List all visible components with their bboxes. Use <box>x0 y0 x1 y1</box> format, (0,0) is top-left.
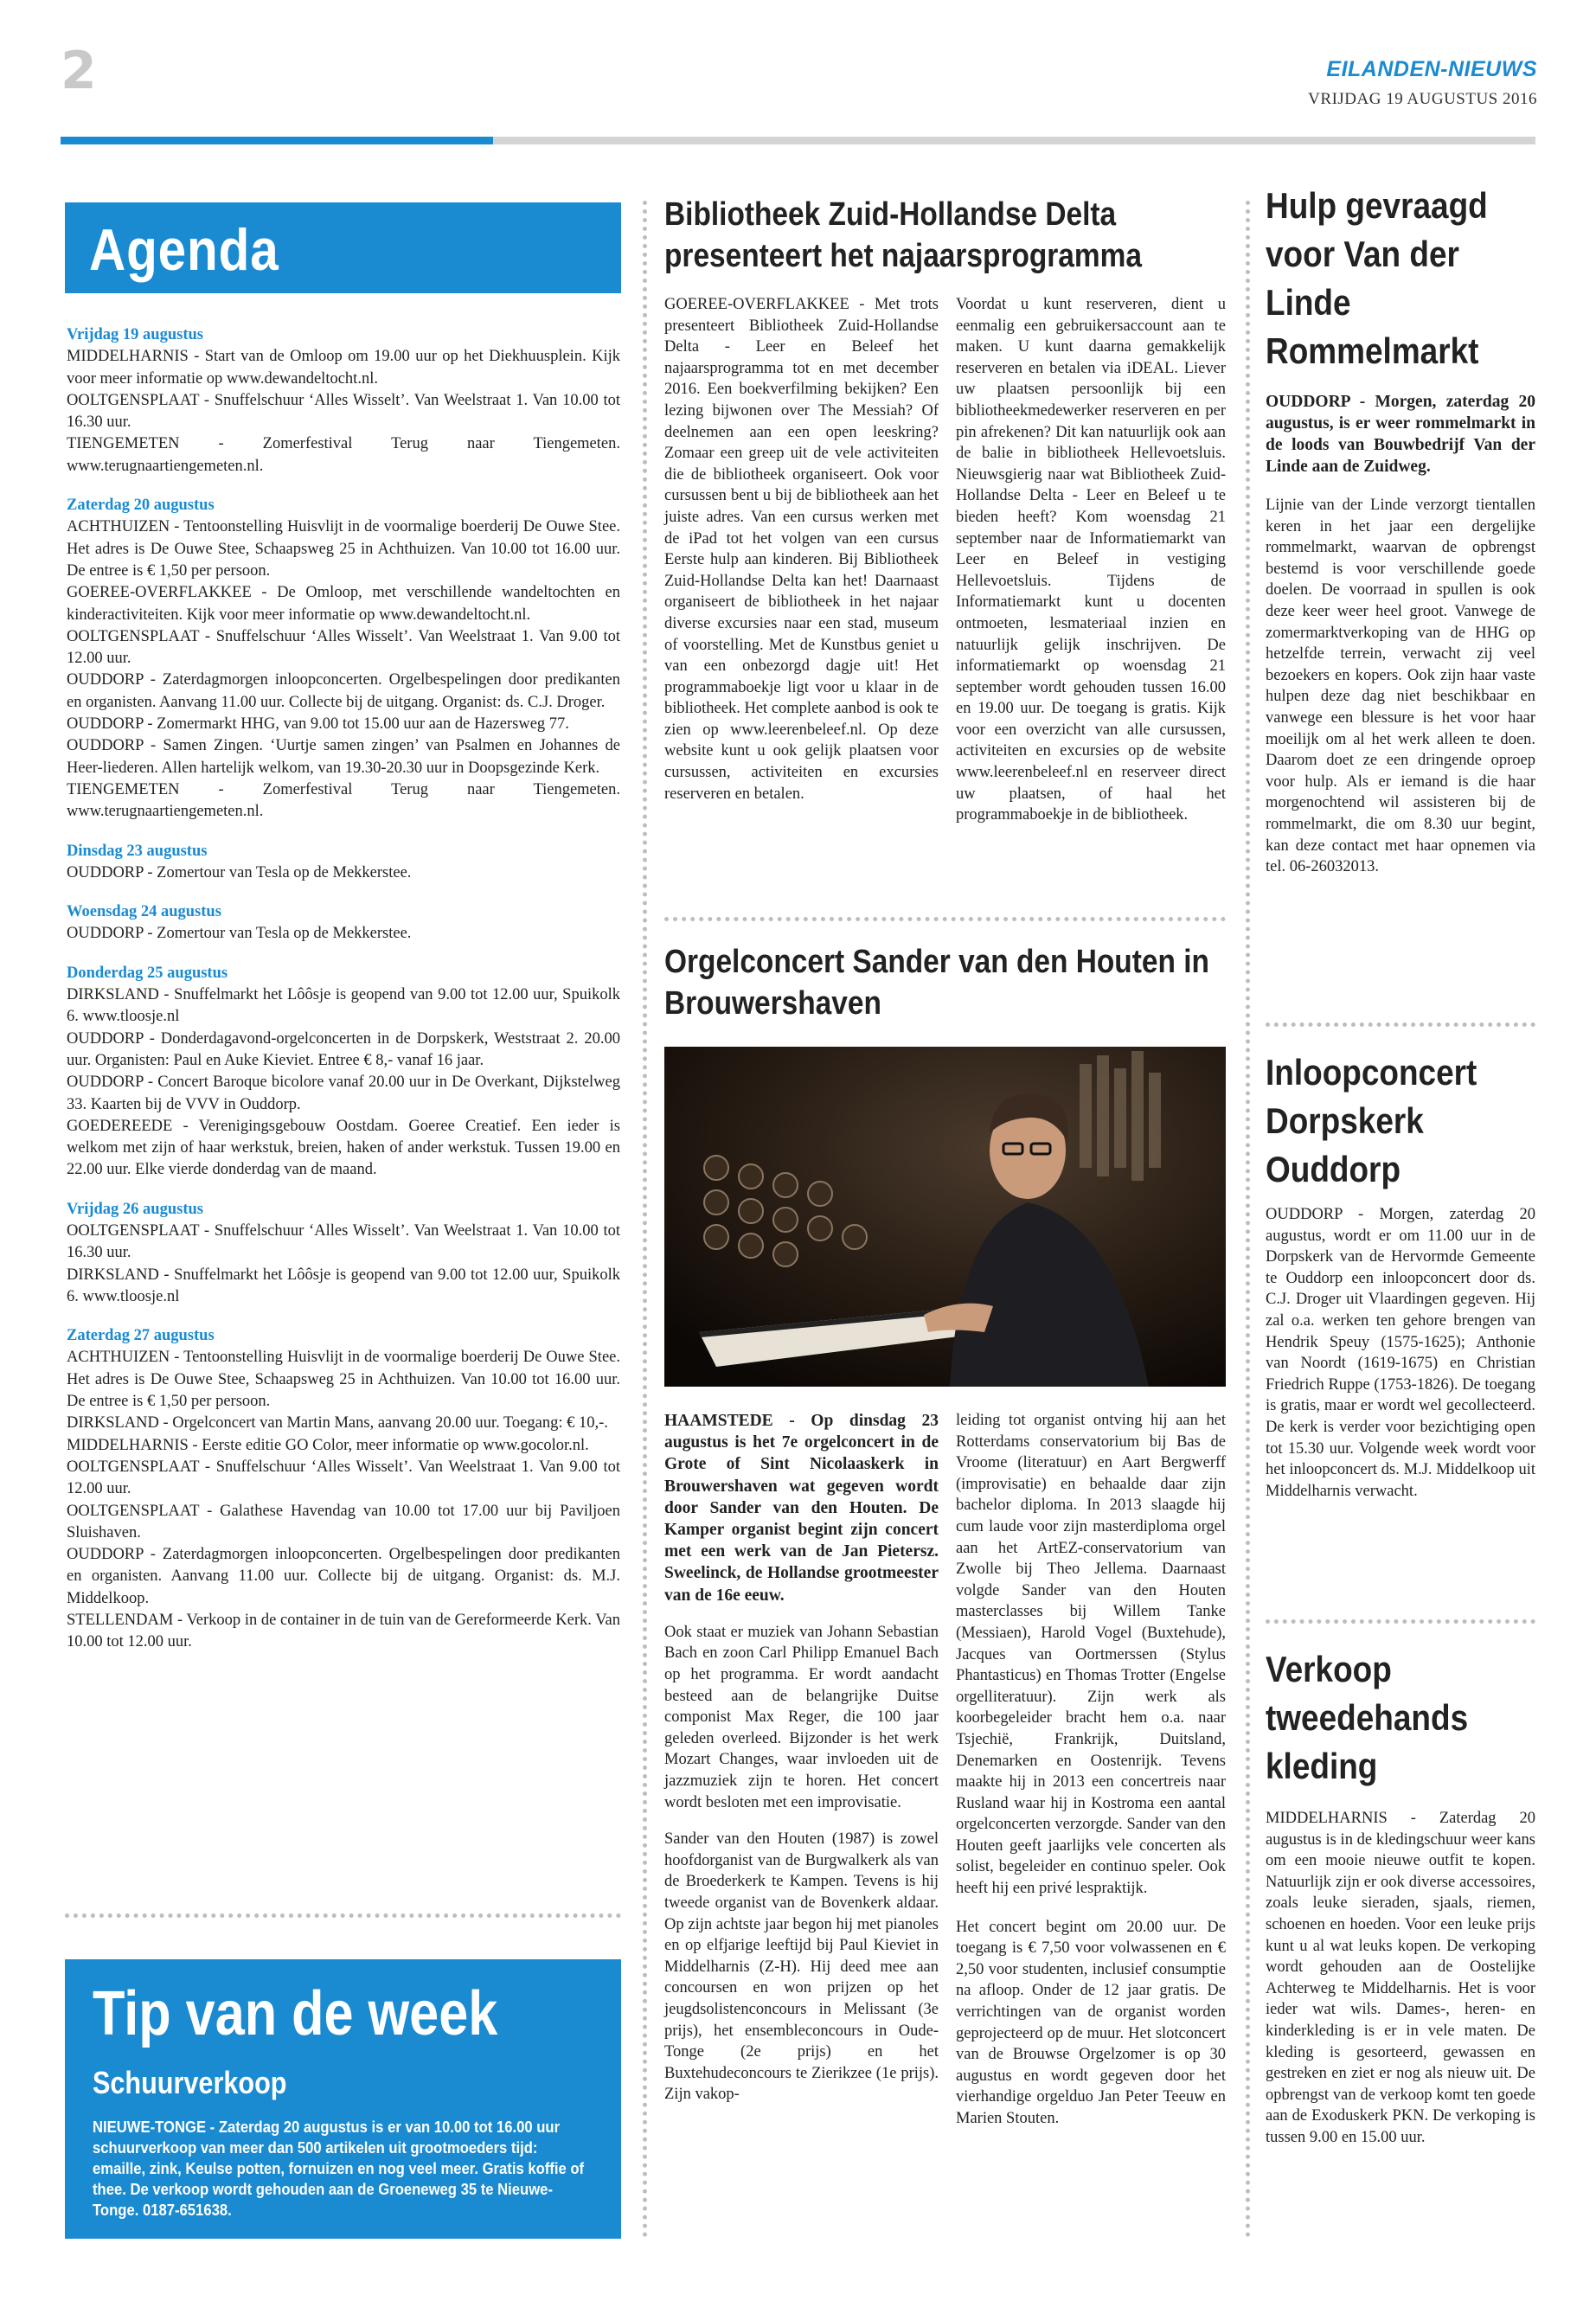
section-divider <box>1266 1619 1535 1624</box>
organist-photo <box>664 1047 1226 1387</box>
article-headline: Bibliotheek Zuid-Hollandse Delta presenteert het najaarsprogramma <box>664 196 1142 274</box>
agenda-event: MIDDELHARNIS - Start van de Omloop om 19.00 uur op het Diekhuusplein. Kijk voor meer informatie op www.dewandeltocht.nl. <box>67 348 620 388</box>
agenda-event: GOEREE-OVERFLAKKEE - De Omloop, met verschillende wandeltochten en kinderactiviteiten. Kijk voor meer informatie op www.dewandeltocht.nl. <box>67 584 620 624</box>
column-divider <box>1246 201 1250 2239</box>
page-number: 2 <box>61 41 97 101</box>
agenda-day: Vrijdag 26 augustus <box>67 1200 203 1218</box>
agenda-event: OOLTGENSPLAAT - Snuffelschuur ‘Alles Wisselt’. Van Weelstraat 1. Van 9.00 tot 12.00 uur. <box>67 1458 620 1498</box>
agenda-day: Zaterdag 27 augustus <box>67 1327 215 1345</box>
article-paragraph: Sander van den Houten (1987) is zowel hoofdorganist van de Burgwalkerk als van de Broederkerk te Kampen. Tevens is hij tweede organist van de Bovenkerk aldaar. Op zijn achtste jaar begon hij met pianoles en op elfjarige leeftijd bij Paul Kieviet in Middelharnis (Z-H). Hij deed mee aan concoursen en won prijzen op het jeugdsolistenconcours in Melissant (3e prijs), het ensembleconcours in Oude-Tonge (2e prijs) en het Buxtehudeconcours te Zierikzee (1e prijs). Zijn vakop- <box>664 1830 939 2104</box>
agenda-event: TIENGEMETEN - Zomerfestival Terug naar Tiengemeten. www.terugnaartiengemeten.nl. <box>67 435 620 475</box>
article-body <box>956 1410 1226 2130</box>
article-paragraph: Lijnie van der Linde verzorgt tientallen keren in het jaar een dergelijke rommelmarkt, waarvan de opbrengst bestemd is voor verschillende goede doelen. De voorraad in spullen is ook deze keer weer heel groot. Vanwege de zomermarktverkoping van de HHG op hetzelfde terrein, verwacht zij veel bezoekers en kopers. Ook zijn haar vaste hulpen deze dag niet beschikbaar en vanwege een blessure is het voor haar moeilijk om al het werk alleen te doen. Daarom doet ze een dringende oproep voor hulp. Als er iemand is die haar morgenochtend wil assisteren bij de rommelmarkt, die om 8.30 uur begint, kan deze contact met haar opnemen via tel. 06-26032013. <box>1266 497 1535 876</box>
article-paragraph: leiding tot organist ontving hij aan het Rotterdams conservatorium bij Bas de Vroome (literatuur) en Aart Bergwerff (improvisatie) en behaalde daar zijn bachelor diploma. In 2013 slaagde hij cum laude voor zijn masterdiploma orgel aan het ArtEZ-conservatorium van Zwolle bij Theo Jellema. Daarnaast volgde Sander van den Houten masterclasses bij Willem Tanke (Messiaen), Harold Vogel (Buxtehude), Jacques van Oortmerssen (Stylus Phantasticus) en Thomas Trotter (Engelse orgelliteratuur). Zijn werk als koorbegeleider bracht hem o.a. naar Tsjechië, Frankrijk, Duitsland, Denemarken en Oostenrijk. Tevens maakte hij in 2013 een concertreis naar Rusland waar hij in Kostroma een aantal orgelconcerten verzorgde. Sander van den Houten geeft jaarlijks vele concerten als solist, begeleider en continuo speler. Ook heeft hij een privé lespraktijk. <box>956 1412 1226 1898</box>
article-body <box>664 1410 939 2106</box>
article-headline: Hulp gevraagd voor Van der Linde Rommelmarkt <box>1266 185 1488 371</box>
agenda-day: Zaterdag 20 augustus <box>67 497 215 515</box>
agenda-event: DIRKSLAND - Orgelconcert van Martin Mans, aanvang 20.00 uur. Toegang: € 10,-. <box>67 1414 608 1433</box>
masthead-logo: EILANDEN-NIEUWS <box>1326 57 1537 81</box>
agenda-day: Dinsdag 23 augustus <box>67 842 208 860</box>
article-body: Voordat u kunt reserveren, dient u eenmalig een gebruikersaccount aan te maken. U kunt daarna gemakkelijk reserveren en betalen via iDEAL. Liever uw plaatsen persoonlijk bij een bibliotheekmedewerker reserveren en per pin afrekenen? Dit kan natuurlijk ook aan de balie in bibliotheek Hellevoetsluis. Nieuwsgierig naar wat Bibliotheek Zuid-Hollandse Delta - Leer en Beleef u te bieden heeft? Kom woensdag 21 september naar de Informatiemarkt van Leer en Beleef in vestiging Hellevoetsluis. Tijdens de Informatiemarkt kunt u docenten ontmoeten, lesmateriaal inzien en natuurlijk gelijk inschrijven. De informatiemarkt op woensdag 21 september wordt gehouden tussen 16.00 en 19.00 uur. De toegang is gratis. Kijk voor een overzicht van alle cursussen, activiteiten en excursies op de website www.leerenbeleef.nl en reserveer direct uw plaatsen, of haal het programmaboekje in de bibliotheek. <box>956 296 1226 824</box>
agenda-day: Donderdag 25 augustus <box>67 964 228 982</box>
agenda-day: Vrijdag 19 augustus <box>67 326 203 343</box>
article-body: GOEREE-OVERFLAKKEE - Met trots presenteert Bibliotheek Zuid-Hollandse Delta - Leer en Beleef het najaarsprogramma tot en met december 2016. Een boekverfilming bekijken? Een lezing bijwonen over The Messiah? Of deelnemen aan een open leeskring? Zomaar een greep uit de vele activiteiten die de bibliotheek organiseert. Ook voor cursussen bent u bij de bibliotheek aan het juiste adres. Van een cursus werken met de iPad tot het volgen van een cursus Eerste hulp aan kinderen. Bij Bibliotheek Zuid-Hollandse Delta kan het! Daarnaast organiseert de bibliotheek in het najaar diverse excursies naar een stad, museum of voorstelling. Met de Kunstbus geniet u van een onbezorgd dagje uit! Het programmaboekje ligt voor u klaar in de bibliotheek. Het complete aanbod is ook te zien op www.leerenbeleef.nl. Op deze website kunt u ook gelijk plaatsen voor cursussen, activiteiten en excursies reserveren en betalen. <box>664 296 939 803</box>
article-body: OUDDORP - Morgen, zaterdag 20 augustus, wordt er om 11.00 uur in de Dorpskerk van de Hervormde Gemeente te Ouddorp een inloopconcert door ds. C.J. Droger uit Vlaardingen gegeven. Hij zal o.a. werken ten gehore brengen van Hendrik Speuy (1575-1625); Anthonie van Noordt (1619-1675) en Christian Friedrich Ruppe (1753-1826). De toegang is gratis, maar er wordt wel gecollecteerd. De kerk is verder voor bezichtiging open tot 15.30 uur. Volgende week wordt voor het inloopconcert ds. M.J. Middelkoop uit Middelharnis verwacht. <box>1266 1206 1535 1500</box>
agenda-event: OUDDORP - Concert Baroque bicolore vanaf 20.00 uur in De Overkant, Dijkstelweg 33. Kaarten bij de VVV in Ouddorp. <box>67 1074 620 1113</box>
column-divider <box>643 201 647 2239</box>
article-headline: Verkoop tweedehands kleding <box>1266 1649 1469 1786</box>
article-lead: HAAMSTEDE - Op dinsdag 23 augustus is het 7e orgelconcert in de Grote of Sint Nicolaaskerk in Brouwershaven wat gegeven wordt door Sander van den Houten. De Kamper organist begint zijn concert met een werk van de Jan Pietersz. Sweelinck, de Hollandse grootmeester van de 16e eeuw. <box>664 1412 939 1605</box>
article-lead: OUDDORP - Morgen, zaterdag 20 augustus, is er weer rommelmarkt in de loods van Bouwbedrijf Van der Linde aan de Zuidweg. <box>1266 393 1535 476</box>
agenda-title: Agenda <box>89 217 279 283</box>
agenda-event: OOLTGENSPLAAT - Snuffelschuur ‘Alles Wisselt’. Van Weelstraat 1. Van 10.00 tot 16.30 uur. <box>67 1221 620 1262</box>
article-paragraph: Het concert begint om 20.00 uur. De toegang is € 7,50 voor volwassenen en € 2,50 voor studenten, inclusief consumptie na afloop. Onder de 12 jaar gratis. De verrichtingen van de organist worden geprojecteerd op de muur. Het slotconcert van de Brouwse Orgelzomer is op 30 augustus en wordt gegeven door het vierhandige orgelduo Jan Peter Teeuw en Marien Stouten. <box>956 1918 1226 2127</box>
agenda-event: OUDDORP - Zomermarkt HHG, van 9.00 tot 15.00 uur aan de Hazersweg 77. <box>67 715 569 734</box>
agenda-event: OUDDORP - Zaterdagmorgen inloopconcerten. Orgelbespelingen door predikanten en organisten. Aanvang 11.00 uur. Collecte bij de uitgang. Organist: ds. C.J. Droger. <box>67 671 620 711</box>
agenda-event: OUDDORP - Zomertour van Tesla op de Mekkerstee. <box>67 863 412 881</box>
agenda-event: ACHTHUIZEN - Tentoonstelling Huisvlijt in de voormalige boerderij De Ouwe Stee. Het adres is De Ouwe Stee, Schaapsweg 25 in Achthuizen. Van 10.00 tot 16.00 uur. De entree is € 1,50 per persoon. <box>67 1349 620 1411</box>
article-body: MIDDELHARNIS - Zaterdag 20 augustus is in de kledingschuur weer kans om een mooie nieuwe outfit te kopen. Natuurlijk zijn er ook diverse accessoires, zoals leuke sieraden, sjaals, riemen, schoenen en hoeden. Voor een leuke prijs kunt u al wat leuks kopen. De verkoping wordt gehouden aan de Oostelijke Achterweg te Middelharnis. Het is voor ieder wat wils. Dames-, heren- en kinderkleding is er in vele maten. De kleding is gesorteerd, gewassen en gestreken en ziet er nog als nieuw uit. De opbrengst van de verkoop komt ten goede aan de Exoduskerk PKN. De verkoping is tussen 9.00 en 15.00 uur. <box>1266 1810 1535 2146</box>
agenda-event: GOEDEREEDE - Verenigingsgebouw Oostdam. Goeree Creatief. Een ieder is welkom met zijn of haar werkstuk, breien, haken of ander werkstuk. Tussen 19.00 en 22.00 uur. Elke vierde donderdag van de maand. <box>67 1117 620 1179</box>
section-divider <box>664 917 1226 921</box>
header-rule-accent <box>61 137 493 144</box>
agenda-list <box>67 324 620 1654</box>
agenda-event: OOLTGENSPLAAT - Galathese Havendag van 10.00 tot 17.00 uur bij Paviljoen Sluishaven. <box>67 1502 620 1541</box>
agenda-event: DIRKSLAND - Snuffelmarkt het Lôôsje is geopend van 9.00 tot 12.00 uur, Spuikolk 6. www.tloosje.nl <box>67 986 620 1026</box>
tip-subtitle: Schuurverkoop <box>93 2065 287 2100</box>
agenda-event: ACHTHUIZEN - Tentoonstelling Huisvlijt in de voormalige boerderij De Ouwe Stee. Het adres is De Ouwe Stee, Schaapsweg 25 in Achthuizen. Van 10.00 tot 16.00 uur. De entree is € 1,50 per persoon. <box>67 518 620 580</box>
section-divider <box>65 1913 621 1918</box>
article-headline: Orgelconcert Sander van den Houten in Brouwershaven <box>664 944 1209 1022</box>
agenda-event: OUDDORP - Samen Zingen. ‘Uurtje samen zingen’ van Psalmen en Johannes de Heer-liederen. Allen hartelijk welkom, van 19.30-20.30 uur in Doopsgezinde Kerk. <box>67 737 620 777</box>
tip-of-the-week-box <box>65 1959 621 2239</box>
agenda-event: OOLTGENSPLAAT - Snuffelschuur ‘Alles Wisselt’. Van Weelstraat 1. Van 9.00 tot 12.00 uur. <box>67 627 620 668</box>
section-divider <box>1266 1022 1535 1027</box>
agenda-event: OUDDORP - Zomertour van Tesla op de Mekkerstee. <box>67 925 412 943</box>
agenda-event: TIENGEMETEN - Zomerfestival Terug naar Tiengemeten. www.terugnaartiengemeten.nl. <box>67 780 620 821</box>
article-paragraph: Ook staat er muziek van Johann Sebastian Bach en zoon Carl Philipp Emanuel Bach op het programma. Er wordt aandacht besteed aan de belangrijke Duitse componist Max Reger, die 100 jaar geleden overleed. Bijzonder is het werk Mozart Changes, waar invloeden uit de jazzmuziek zijn te horen. Het concert wordt besloten met een improvisatie. <box>664 1623 939 1811</box>
tip-text: NIEUWE-TONGE - Zaterdag 20 augustus is er van 10.00 tot 16.00 uur schuurverkoop van meer dan 500 artikelen uit grootmoeders tijd: emaille, zink, Keulse potten, fornuizen en nog veel meer. Gratis koffie of thee. De verkoop wordt gehouden aan de Groeneweg 35 te Nieuwe-Tonge. 0187-651638. <box>93 2118 585 2219</box>
agenda-event: DIRKSLAND - Snuffelmarkt het Lôôsje is geopend van 9.00 tot 12.00 uur, Spuikolk 6. www.tloosje.nl <box>67 1266 620 1305</box>
agenda-event: OUDDORP - Donderdagavond-orgelconcerten in de Dorpskerk, Weststraat 2. 20.00 uur. Organisten: Paul en Auke Kieviet. Entree € 8,- vanaf 16 jaar. <box>67 1029 620 1069</box>
agenda-event: STELLENDAM - Verkoop in de container in de tuin van de Gereformeerde Kerk. Van 10.00 tot 12.00 uur. <box>67 1612 620 1651</box>
agenda-event: OUDDORP - Zaterdagmorgen inloopconcerten. Orgelbespelingen door predikanten en organisten. Aanvang 11.00 uur. Collecte bij de uitgang. Organist: ds. M.J. Middelkoop. <box>67 1546 620 1607</box>
agenda-title-box <box>65 202 621 293</box>
agenda-event: OOLTGENSPLAAT - Snuffelschuur ‘Alles Wisselt’. Van Weelstraat 1. Van 10.00 tot 16.30 uur. <box>67 391 620 432</box>
tip-title: Tip van de week <box>93 1979 498 2048</box>
article-headline: Inloopconcert Dorpskerk Ouddorp <box>1266 1052 1477 1189</box>
issue-date: VRIJDAG 19 AUGUSTUS 2016 <box>1308 90 1537 108</box>
article-body <box>1266 391 1535 878</box>
agenda-day: Woensdag 24 augustus <box>67 903 221 921</box>
agenda-event: MIDDELHARNIS - Eerste editie GO Color, meer informatie op www.gocolor.nl. <box>67 1436 589 1454</box>
